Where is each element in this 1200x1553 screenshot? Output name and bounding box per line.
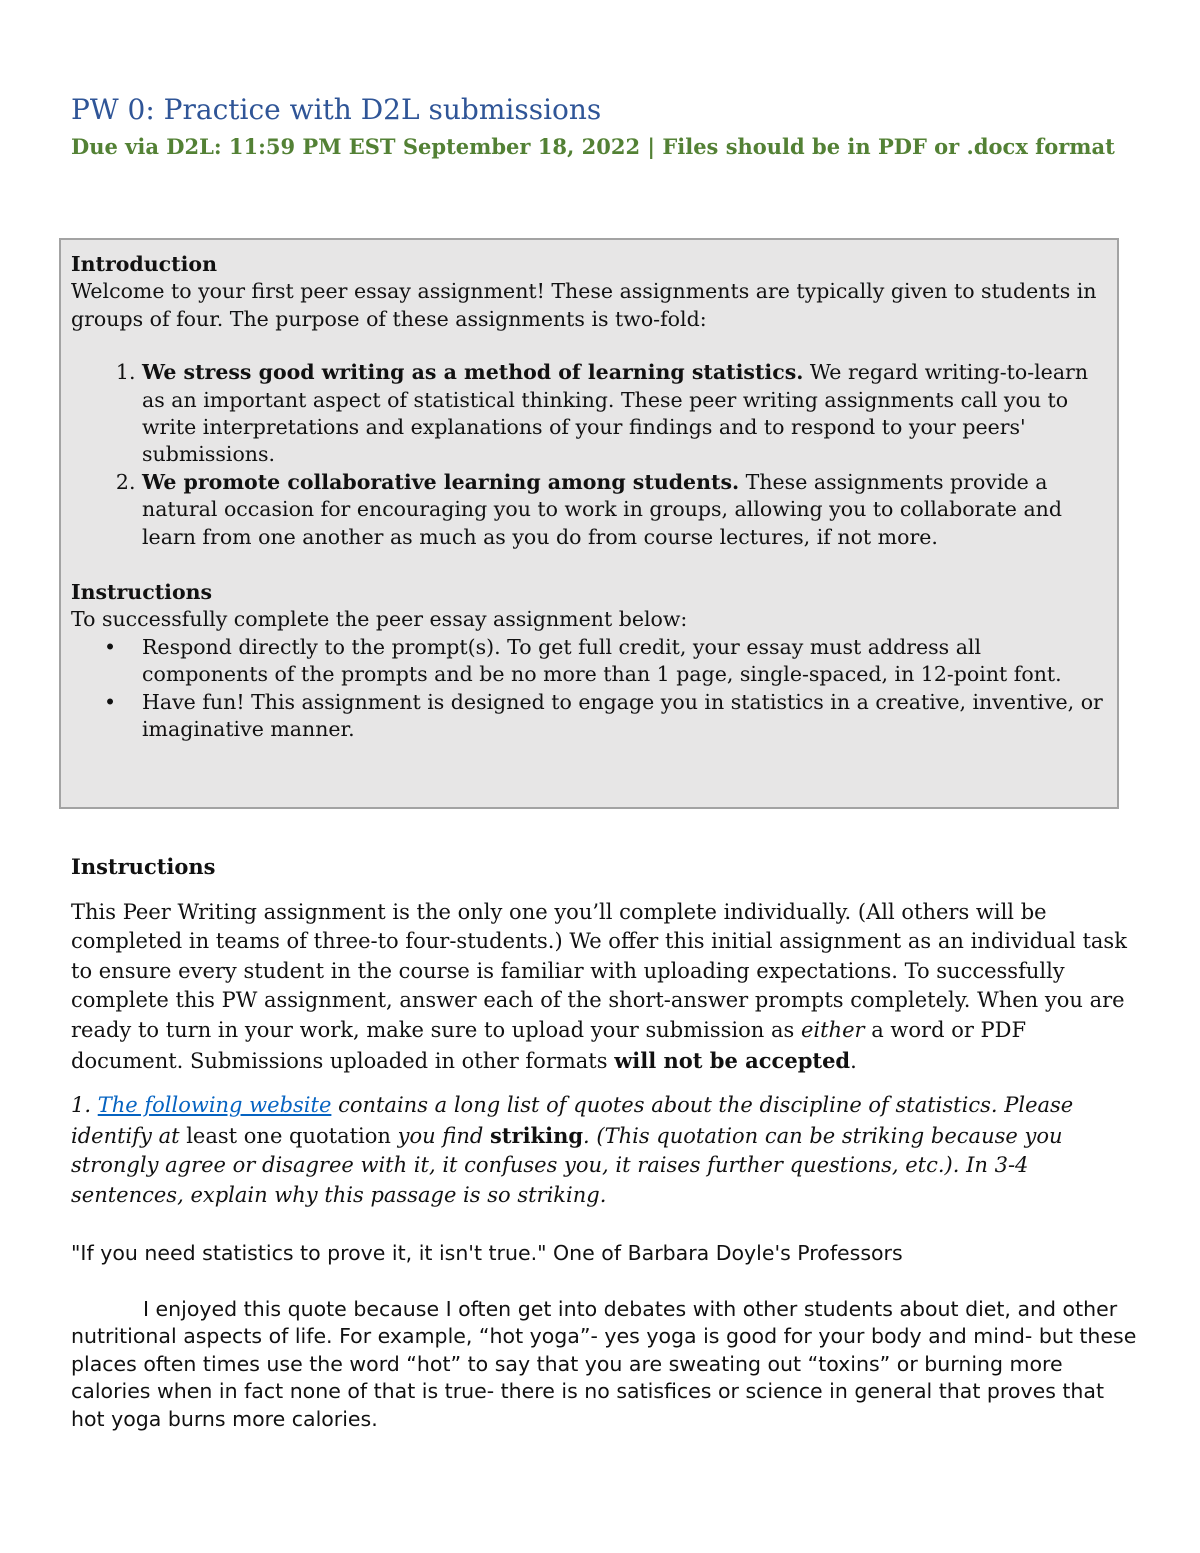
main-content <box>71 852 1141 1433</box>
emphasis-text: either <box>800 1017 865 1042</box>
strong-text: will not be accepted <box>614 1047 851 1073</box>
purpose-item-text: These assignments provide a natural occasion for encouraging you to work in groups, allowing you to collaborate and learn from one another as much as you do from course lectures, if not more. <box>142 469 1062 549</box>
purpose-list <box>71 359 1107 551</box>
purpose-item <box>142 469 1107 551</box>
purpose-item <box>142 359 1107 469</box>
bullet-icon: • <box>104 634 117 659</box>
bullet-text: Have fun! This assignment is designed to engage you in statistics in a creative, inventive, or imaginative manner. <box>142 689 1103 742</box>
paragraph-text: . <box>850 1048 857 1073</box>
website-link[interactable]: The following website <box>97 1093 332 1118</box>
intro-heading: Introduction <box>71 252 217 276</box>
instructions-box-heading: Instructions <box>71 580 213 605</box>
page-title: PW 0: Practice with D2L submissions <box>71 93 602 126</box>
instructions-box-text: To successfully complete the peer essay assignment below: <box>71 607 688 632</box>
prompt-text: you find <box>397 1123 490 1148</box>
instruction-bullet-item <box>104 689 1107 744</box>
bullet-text: Respond directly to the prompt(s). To get full credit, your essay must address all components of the prompts and be no more than 1 page, single-spaced, in 12-point font. <box>142 634 1062 687</box>
purpose-item-bold: We stress good writing as a method of learning statistics. <box>142 360 804 385</box>
response-paragraph: I enjoyed this quote because I often get into debates with other students about diet, and other nutritional aspects of life. For example, “hot yoga”- yes yoga is good for your body and mind- but these places often times use the word “hot” to say that you are sweating out “toxins” or burning more calories when in fact none of that is true- there is no satisfices or science in general that proves that hot yoga burns more calories. <box>71 1296 1137 1431</box>
paragraph-text: This Peer Writing assignment is the only one you’ll complete individually. (All others will be completed in teams of three-to four-students.) We offer this initial assignment as an individual task to ensure every student in the course is familiar with uploading expectations. To successfully complete this PW assignment, answer each of the short-answer prompts completely. When you are ready to turn in your work, make sure to upload your submission as <box>71 899 1127 1042</box>
purpose-item-bold: We promote collaborative learning among students. <box>142 469 740 494</box>
prompt-number: 1. <box>71 1093 98 1118</box>
bullet-icon: • <box>104 689 117 714</box>
instructions-heading: Instructions <box>71 854 216 879</box>
intro-text: Welcome to your first peer essay assignment! These assignments are typically given to students in groups of four. The purpose of these assignments is two-fold: <box>71 279 1097 331</box>
prompt-text: . (This quotation can be striking because you strongly agree or disagree with it, it confuses you, it raises further questions, etc.). In 3-4 sentences, explain why this passage is so striking. <box>71 1123 1063 1207</box>
selected-quote: "If you need statistics to prove it, it isn't true." One of Barbara Doyle's Professors <box>71 1240 903 1265</box>
prompt-text: contains a long list of quotes about the discipline of statistics. Please identify at <box>71 1093 1074 1148</box>
introduction-box <box>59 238 1119 809</box>
instructions-paragraph <box>71 898 1141 1077</box>
instruction-bullet-item <box>104 634 1107 689</box>
prompt-1 <box>71 1091 1141 1210</box>
instruction-bullets <box>71 634 1107 744</box>
due-date-line: Due via D2L: 11:59 PM EST September 18, 2022 | Files should be in PDF or .docx format <box>71 134 1115 159</box>
paragraph-text: a word or PDF document. Submissions uploaded in other formats <box>71 1017 1027 1073</box>
purpose-item-text: We regard writing-to-learn as an important aspect of statistical thinking. These peer writing assignments call you to write interpretations and explanations of your findings and to respond to your peers' submissions. <box>142 360 1089 467</box>
prompt-strong-text: striking <box>489 1122 584 1148</box>
prompt-text: least one quotation <box>186 1123 398 1148</box>
